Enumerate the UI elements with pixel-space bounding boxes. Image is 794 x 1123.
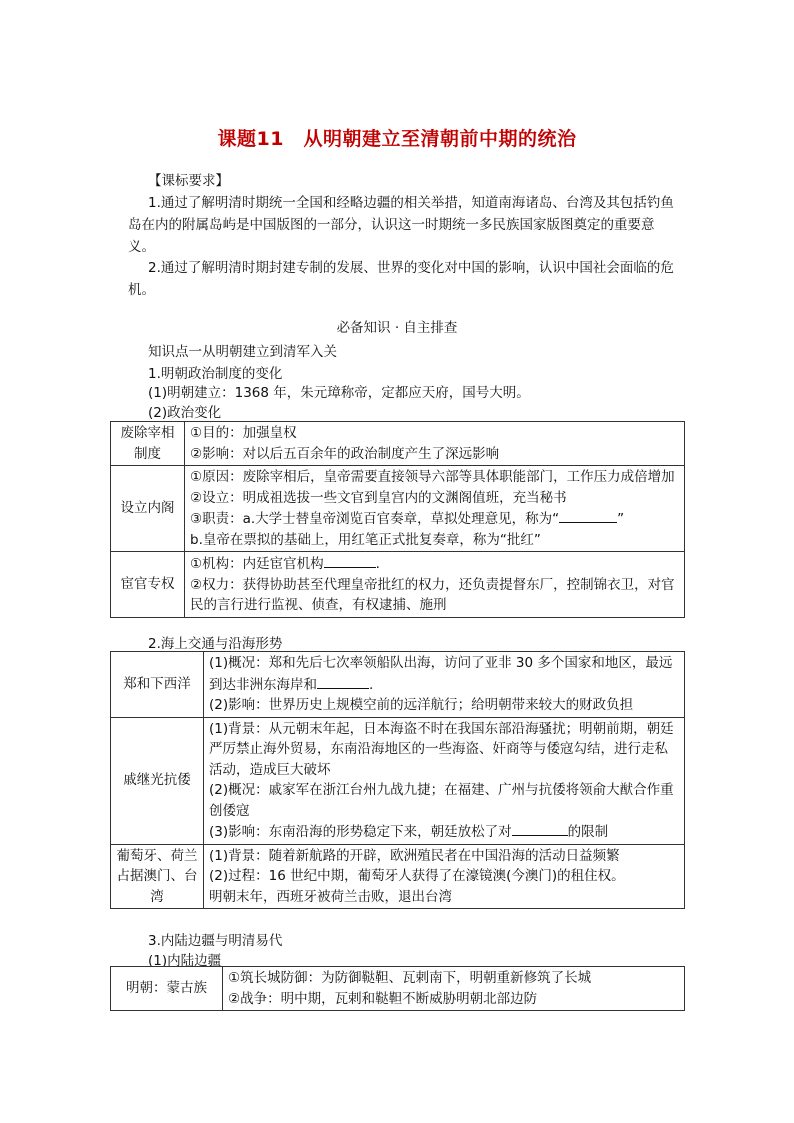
fill-blank xyxy=(512,821,568,836)
table-line: ②战争：明中期，瓦剌和鞑靼不断威胁明朝北部边防 xyxy=(228,990,538,1007)
requirement-item-2: 2.通过了解明清时期封建专制的发展、世界的变化对中国的影响，认识中国社会面临的危机。 xyxy=(128,260,674,298)
table-line: ②影响：对以后五百余年的政治制度产生了深远影响 xyxy=(190,445,500,462)
row-content-abolish-chancellor xyxy=(185,422,685,466)
table-line: ②设立：明成祖选拔一些文官到皇宫内的文渊阁值班，充当秘书 xyxy=(190,489,567,506)
requirement-item-1: 1.通过了解明清时期统一全国和经略边疆的相关举措，知道南海诸岛、台湾及其包括钓鱼岛在内的附属岛屿是中国版图的一部分，认识这一时期统一多民族国家版图奠定的重要意义。 xyxy=(128,195,674,255)
row-label-eunuch: 宦官专权 xyxy=(111,552,185,618)
part2-heading: 2.海上交通与沿海形势 xyxy=(148,636,283,652)
political-change-table xyxy=(110,421,685,618)
table-line: (2)概况：戚家军在浙江台州九战九捷；在福建、广州与抗倭将领俞大猷合作重创倭寇 xyxy=(209,782,674,819)
frontier-table xyxy=(110,966,685,1011)
requirements-heading: 【课标要求】 xyxy=(148,173,229,189)
row-label-abolish-chancellor: 废除宰相制度 xyxy=(111,422,185,466)
row-content-qi-jiguang xyxy=(204,717,685,844)
table-line: 明朝末年，西班牙被荷兰击败，退出台湾 xyxy=(209,888,452,905)
maritime-table xyxy=(110,651,685,909)
part3-heading: 3.内陆边疆与明清易代 xyxy=(148,933,283,949)
part1-item-2: (2)政治变化 xyxy=(148,405,222,421)
page-title: 课题11 从明朝建立至清朝前中期的统治 xyxy=(217,128,577,150)
table-line: ①原因：废除宰相后，皇帝需要直接领导六部等具体职能部门，工作压力成倍增加 xyxy=(190,469,675,485)
fill-blank xyxy=(324,553,376,568)
row-content-zheng-he xyxy=(204,652,685,718)
table-line: (3)影响：东南沿海的形势稳定下来，朝廷放松了对 的限制 xyxy=(209,821,679,843)
row-content-mongol xyxy=(223,967,685,1011)
fill-blank xyxy=(317,674,369,689)
part1-heading: 1.明朝政治制度的变化 xyxy=(148,366,283,382)
row-label-mongol: 明朝：蒙古族 xyxy=(111,967,223,1011)
part3-sub-heading: (1)内陆边疆 xyxy=(148,953,222,969)
table-line: ①筑长城防御：为防御鞑靼、瓦剌南下，明朝重新修筑了长城 xyxy=(228,970,592,986)
section-heading: 必备知识 · 自主排查 xyxy=(336,320,458,336)
row-label-qi-jiguang: 戚继光抗倭 xyxy=(111,717,204,844)
table-line: (2)过程：16 世纪中期，葡萄牙人获得了在濠镜澳(今澳门)的租住权。 xyxy=(209,868,625,884)
part1-item-1: (1)明朝建立：1368 年，朱元璋称帝，定都应天府，国号大明。 xyxy=(148,385,530,401)
table-line: (2)影响：世界历史上规模空前的远洋航行；给明朝带来较大的财政负担 xyxy=(209,697,634,713)
row-label-cabinet: 设立内阁 xyxy=(111,466,185,552)
row-content-eunuch xyxy=(185,552,685,618)
fill-blank xyxy=(559,508,617,523)
table-line: (1)背景：从元朝末年起，日本海盗不时在我国东部沿海骚扰；明朝前期，朝廷严厉禁止海外贸易，东南沿海地区的一些海盗、奸商等与倭寇勾结，进行走私活动，造成巨大破坏 xyxy=(209,720,674,778)
table-line: ③职责：a.大学士替皇帝浏览百官奏章，草拟处理意见，称为“ ” xyxy=(190,508,679,530)
row-label-portugal-netherlands: 葡萄牙、荷兰占据澳门、台湾 xyxy=(111,844,204,909)
knowledge-point-heading: 知识点一从明朝建立到清军入关 xyxy=(148,344,337,360)
table-line: ②权力：获得协助甚至代理皇帝批红的权力，还负责提督东厂，控制锦衣卫，对官民的言行进行监视、侦查，有权逮捕、施刑 xyxy=(190,576,675,613)
table-line: (1)背景：随着新航路的开辟，欧洲殖民者在中国沿海的活动日益频繁 xyxy=(209,847,620,864)
row-content-portugal-netherlands xyxy=(204,844,685,909)
table-line: ①机构：内廷宦官机构 . xyxy=(190,553,679,575)
row-content-cabinet xyxy=(185,466,685,552)
table-line: b.皇帝在票拟的基础上，用红笔正式批复奏章，称为“批红” xyxy=(190,531,541,548)
table-line: (1)概况：郑和先后七次率领船队出海，访问了亚非 30 多个国家和地区，最远到达非洲东海岸和 . xyxy=(209,655,673,693)
table-line: ①目的：加强皇权 xyxy=(190,425,297,441)
row-label-zheng-he: 郑和下西洋 xyxy=(111,652,204,718)
